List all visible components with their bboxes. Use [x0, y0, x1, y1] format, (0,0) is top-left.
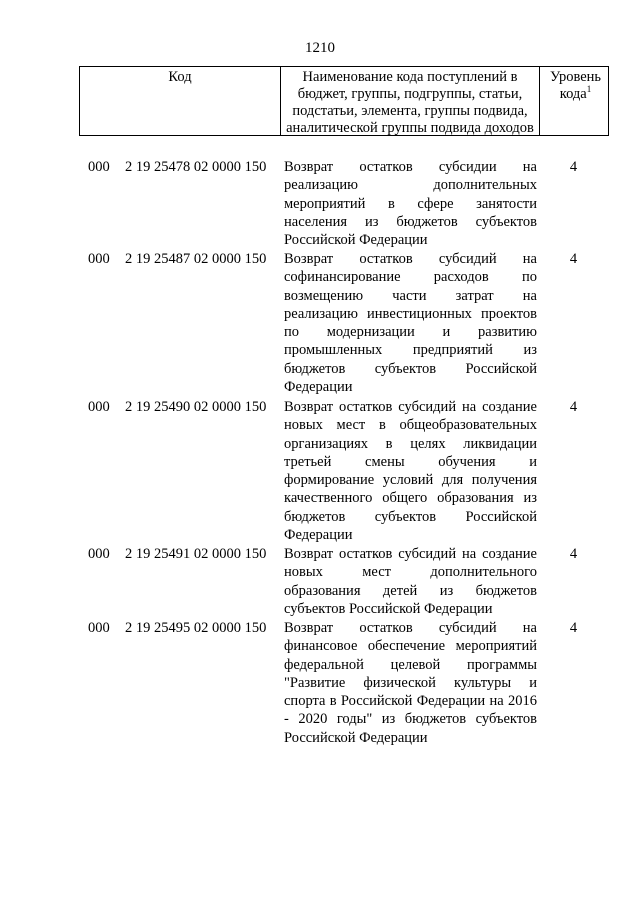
code-level: 4 — [569, 159, 578, 175]
header-level-label: Уровень кода — [549, 69, 602, 102]
code-name: Возврат остатков субсидий на финансовое обеспечение мероприятий федеральной целевой программы "Развитие физической культуры и спорта в Российской Федерации на 2016 - 2020 годы" из бюджетов субъектов Российской Федерации — [284, 620, 537, 746]
budget-code: 2 19 25491 02 0000 150 — [125, 546, 267, 562]
admin-code: 000 — [88, 399, 110, 415]
header-level-footnote: 1 — [586, 84, 592, 95]
budget-code: 2 19 25487 02 0000 150 — [125, 251, 267, 267]
code-level: 4 — [569, 251, 578, 267]
code-name: Возврат остатков субсидий на софинансирование расходов по возмещению части затрат на реализацию инвестиционных проектов по модернизации и развитию промышленных предприятий из бюджетов субъектов Российской Федерации — [284, 251, 537, 396]
code-name: Возврат остатков субсидии на реализацию дополнительных мероприятий в сфере занятости населения из бюджетов субъектов Российской Федерации — [284, 159, 537, 249]
admin-code: 000 — [88, 546, 110, 562]
budget-code: 2 19 25478 02 0000 150 — [125, 159, 267, 175]
budget-code: 2 19 25495 02 0000 150 — [125, 620, 267, 636]
header-code: Код — [168, 69, 192, 85]
table-header — [79, 66, 609, 136]
code-level: 4 — [569, 620, 578, 636]
code-name: Возврат остатков субсидий на создание новых мест в общеобразовательных организациях в целях ликвидации третьей смены обучения и формирование условий для получения качественного общего образования из бюджетов субъектов Российской Федерации — [284, 399, 537, 544]
code-level: 4 — [569, 546, 578, 562]
page-number: 1210 — [305, 40, 335, 56]
header-level — [539, 67, 611, 135]
budget-code: 2 19 25490 02 0000 150 — [125, 399, 267, 415]
admin-code: 000 — [88, 159, 110, 175]
code-name: Возврат остатков субсидий на создание новых мест дополнительного образования детей из бюджетов субъектов Российской Федерации — [284, 546, 537, 617]
admin-code: 000 — [88, 620, 110, 636]
header-name: Наименование кода поступлений в бюджет, группы, подгруппы, статьи, подстатьи, элемента, группы подвида, аналитической группы подвида доходов — [280, 67, 539, 135]
admin-code: 000 — [88, 251, 110, 267]
code-level: 4 — [569, 399, 578, 415]
